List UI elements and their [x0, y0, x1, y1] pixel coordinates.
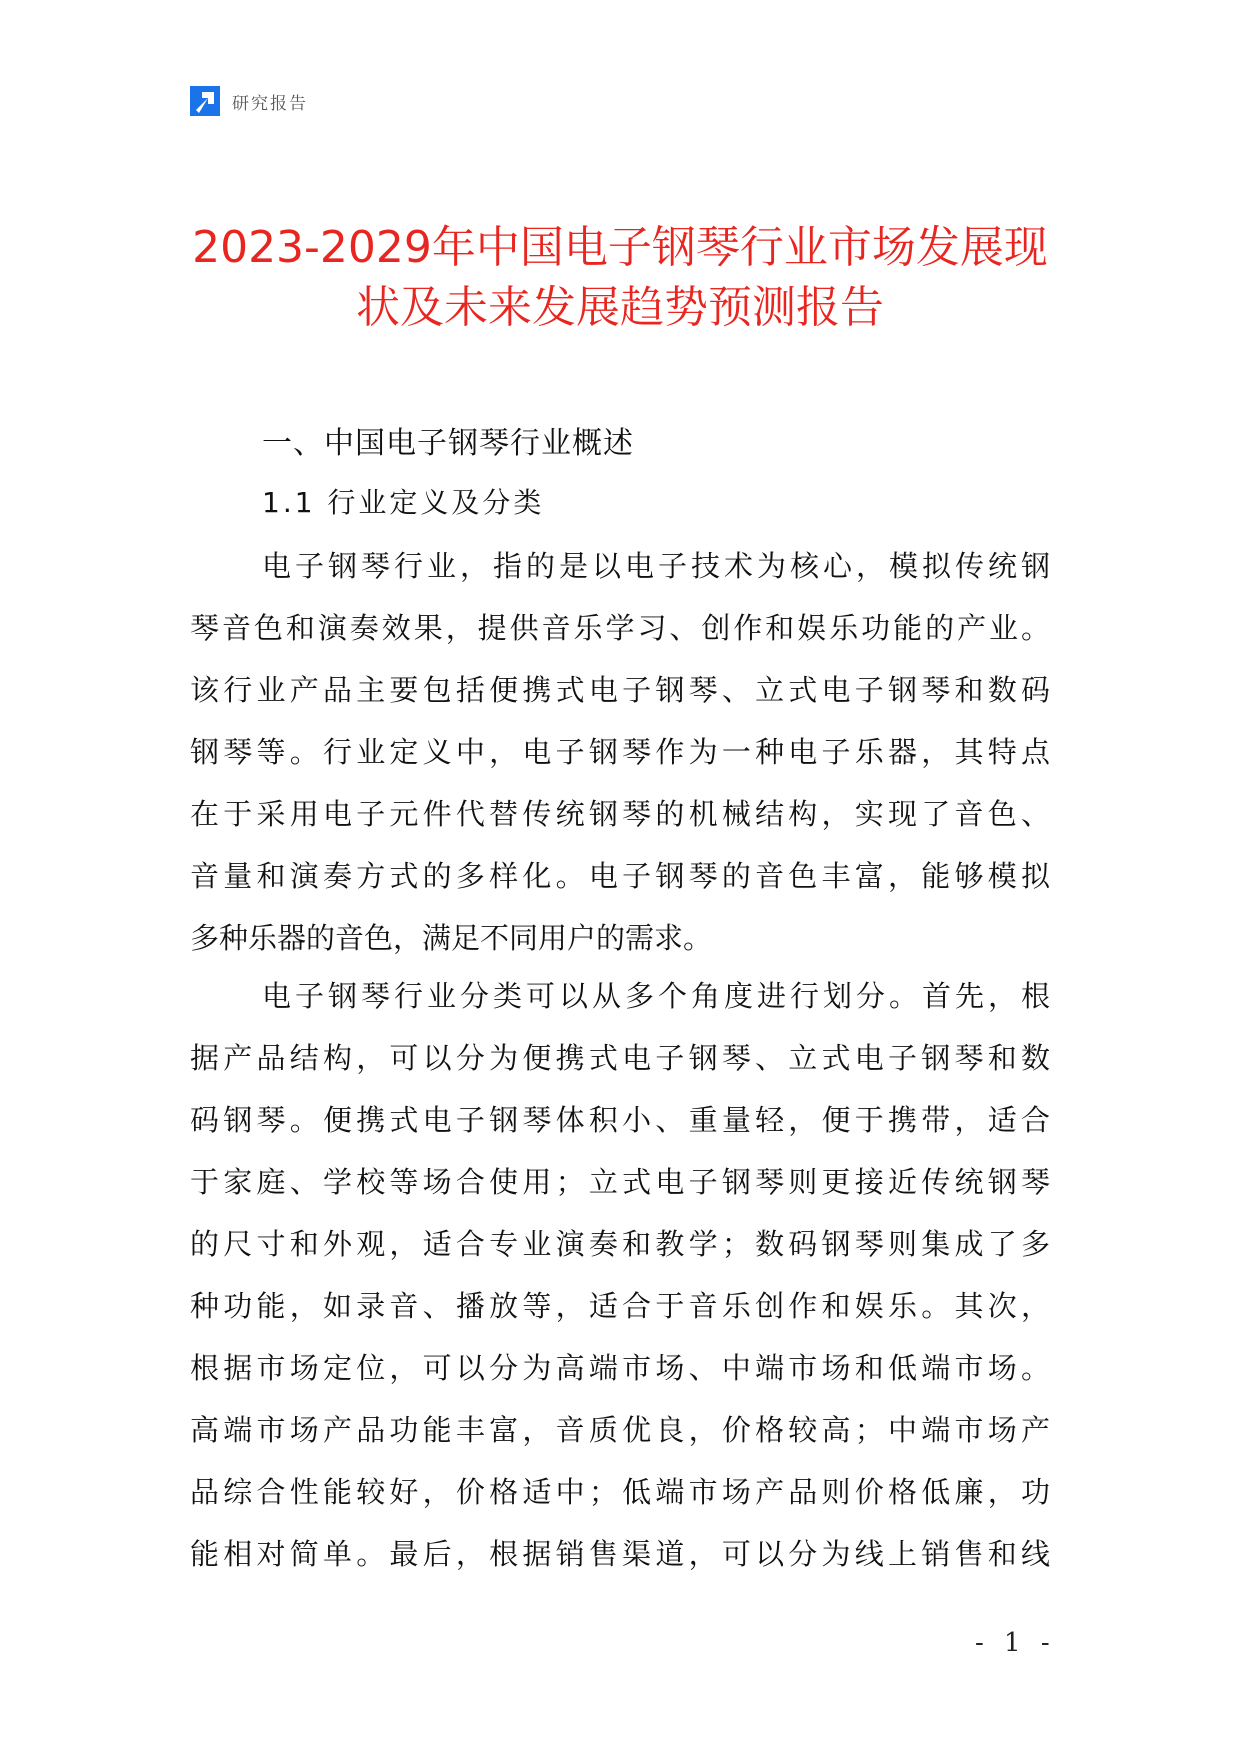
paragraph-line: 品综合性能较好，价格适中；低端市场产品则价格低廉，功 [190, 1475, 1050, 1509]
paragraph-line: 种功能，如录音、播放等，适合于音乐创作和娱乐。其次， [190, 1289, 1050, 1323]
report-header [190, 86, 308, 116]
header-label: 研究报告 [232, 93, 308, 114]
paragraph-line: 该行业产品主要包括便携式电子钢琴、立式电子钢琴和数码 [190, 673, 1050, 707]
paragraph-line: 琴音色和演奏效果，提供音乐学习、创作和娱乐功能的产业。 [190, 611, 1050, 645]
paragraph-line: 多种乐器的音色，满足不同用户的需求。 [190, 921, 713, 955]
report-title [150, 218, 1090, 338]
paragraph-line: 电子钢琴行业，指的是以电子技术为核心，模拟传统钢 [262, 549, 1050, 583]
paragraph-line: 的尺寸和外观，适合专业演奏和教学；数码钢琴则集成了多 [190, 1227, 1050, 1261]
paragraph-line: 据产品结构，可以分为便携式电子钢琴、立式电子钢琴和数 [190, 1041, 1050, 1075]
paragraph-line: 音量和演奏方式的多样化。电子钢琴的音色丰富，能够模拟 [190, 859, 1050, 893]
paragraph-classification [190, 965, 1050, 1585]
paragraph-line: 高端市场产品功能丰富，音质优良，价格较高；中端市场产 [190, 1413, 1050, 1447]
paragraph-definition [190, 535, 1050, 969]
title-line-2: 状及未来发展趋势预测报告 [356, 282, 884, 333]
paragraph-line: 码钢琴。便携式电子钢琴体积小、重量轻，便于携带，适合 [190, 1103, 1050, 1137]
paragraph-line: 在于采用电子元件代替传统钢琴的机械结构，实现了音色、 [190, 797, 1050, 831]
paragraph-line: 电子钢琴行业分类可以从多个角度进行划分。首先，根 [262, 979, 1050, 1013]
title-line-1: 2023-2029年中国电子钢琴行业市场发展现 [192, 222, 1048, 273]
subsection-heading: 1.1 行业定义及分类 [262, 486, 545, 519]
paragraph-line: 能相对简单。最后，根据销售渠道，可以分为线上销售和线 [190, 1537, 1050, 1571]
page-number: - 1 - [975, 1628, 1056, 1658]
section-heading: 一、中国电子钢琴行业概述 [262, 426, 634, 461]
paragraph-line: 根据市场定位，可以分为高端市场、中端市场和低端市场。 [190, 1351, 1050, 1385]
paragraph-line: 钢琴等。行业定义中，电子钢琴作为一种电子乐器，其特点 [190, 735, 1050, 769]
paragraph-line: 于家庭、学校等场合使用；立式电子钢琴则更接近传统钢琴 [190, 1165, 1050, 1199]
arrow-logo-icon [190, 86, 220, 116]
